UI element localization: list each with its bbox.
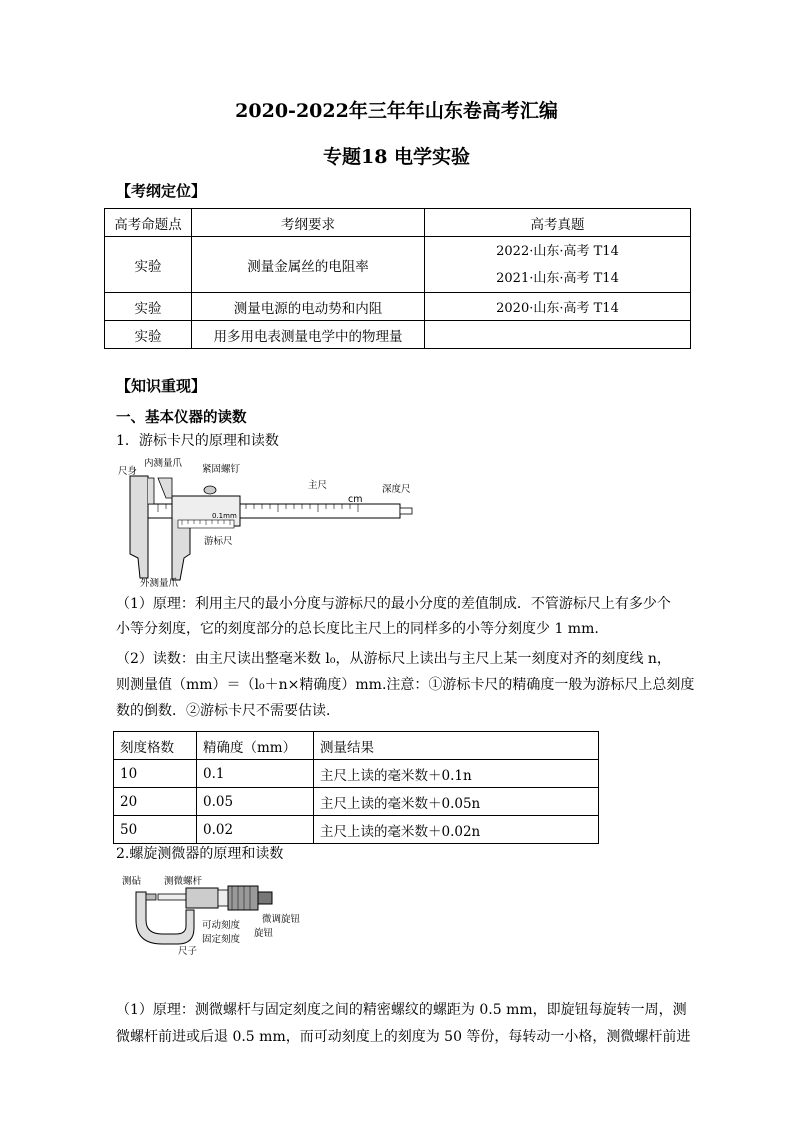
- table-cell: 用多用电表测量电学中的物理量: [192, 321, 425, 349]
- table-cell: 0.05: [197, 788, 314, 816]
- label-anvil: 测砧: [122, 876, 142, 887]
- table-header: 高考命题点: [105, 209, 192, 237]
- paragraph-line: （2）读数：由主尺读出整毫米数 l₀，从游标尺上读出与主尺上某一刻度对齐的刻度线 n，: [116, 651, 671, 667]
- label-precision: 0.1mm: [212, 512, 237, 520]
- doc-title: 2020-2022年三年年山东卷高考汇编: [235, 100, 558, 122]
- label-outer-jaw: 外测量爪: [140, 578, 179, 588]
- item-heading: 2.螺旋测微器的原理和读数: [116, 846, 284, 862]
- table-cell: 主尺上读的毫米数＋0.1n: [314, 760, 599, 788]
- table-cell: 主尺上读的毫米数＋0.02n: [314, 816, 599, 844]
- label-body: 尺身: [118, 466, 138, 477]
- table-cell: 测量金属丝的电阻率: [192, 237, 425, 293]
- label-knob: 旋钮: [254, 928, 274, 939]
- paragraph-line: （1）原理：利用主尺的最小分度与游标尺的最小分度的差值制成．不管游标尺上有多少个: [116, 596, 671, 612]
- exam-ref: 2022·山东·高考 T14: [496, 243, 619, 259]
- label-movable-scale: 可动刻度: [202, 920, 241, 931]
- table-header: 刻度格数: [114, 732, 197, 760]
- doc-subtitle: 专题18 电学实验: [322, 146, 471, 168]
- vernier-table: [113, 731, 599, 844]
- section-zhishi: 【知识重现】: [116, 377, 207, 395]
- table-header: 精确度（mm）: [197, 732, 314, 760]
- label-inner-jaw: 内测量爪: [144, 458, 183, 469]
- table-cell: 0.02: [197, 816, 314, 844]
- item-heading: 1．游标卡尺的原理和读数: [116, 433, 279, 449]
- table-cell: 主尺上读的毫米数＋0.05n: [314, 788, 599, 816]
- table-cell: 实验: [105, 293, 192, 321]
- subsection-heading: 一、基本仪器的读数: [116, 409, 247, 426]
- label-vernier: 游标尺: [204, 536, 233, 547]
- table-cell: 20: [114, 788, 197, 816]
- label-main-scale: 主尺: [308, 480, 328, 491]
- table-cell: [425, 321, 691, 349]
- kaogang-table: [104, 208, 691, 349]
- table-cell: 2020·山东·高考 T14: [425, 293, 691, 321]
- paragraph-line: 则测量值（mm）＝（l₀＋n×精确度）mm.注意：①游标卡尺的精确度一般为游标尺上总刻度: [116, 677, 695, 693]
- micrometer-figure: [122, 870, 312, 956]
- paragraph-line: （1）原理：测微螺杆与固定刻度之间的精密螺纹的螺距为 0.5 mm，即旋钮每旋转一周，测: [116, 1002, 687, 1018]
- exam-ref: 2021·山东·高考 T14: [496, 270, 619, 286]
- paragraph-line: 数的倒数．②游标卡尺不需要估读．: [116, 703, 340, 719]
- table-header: 考纲要求: [192, 209, 425, 237]
- table-cell: 实验: [105, 237, 192, 293]
- label-fine-knob: 微调旋钮: [262, 914, 301, 925]
- table-cell: 0.1: [197, 760, 314, 788]
- section-kaogang: 【考纲定位】: [116, 182, 207, 200]
- table-cell: 测量电源的电动势和内阻: [192, 293, 425, 321]
- label-frame: 尺子: [178, 946, 198, 956]
- paragraph-line: 微螺杆前进或后退 0.5 mm，而可动刻度上的刻度为 50 等份，每转动一小格，测微螺杆前进: [116, 1029, 691, 1045]
- table-cell: 50: [114, 816, 197, 844]
- label-spindle: 测微螺杆: [164, 876, 203, 887]
- table-cell: 实验: [105, 321, 192, 349]
- label-unit: cm: [348, 494, 363, 505]
- vernier-caliper-figure: [118, 458, 418, 588]
- paragraph-line: 小等分刻度，它的刻度部分的总长度比主尺上的同样多的小等分刻度少 1 mm.: [116, 621, 599, 637]
- table-header: 测量结果: [314, 732, 599, 760]
- table-header: 高考真题: [425, 209, 691, 237]
- table-cell: 10: [114, 760, 197, 788]
- label-screw: 紧固螺钉: [202, 464, 241, 475]
- label-depth: 深度尺: [382, 484, 411, 495]
- label-fixed-scale: 固定刻度: [202, 934, 241, 945]
- table-cell: [425, 237, 691, 293]
